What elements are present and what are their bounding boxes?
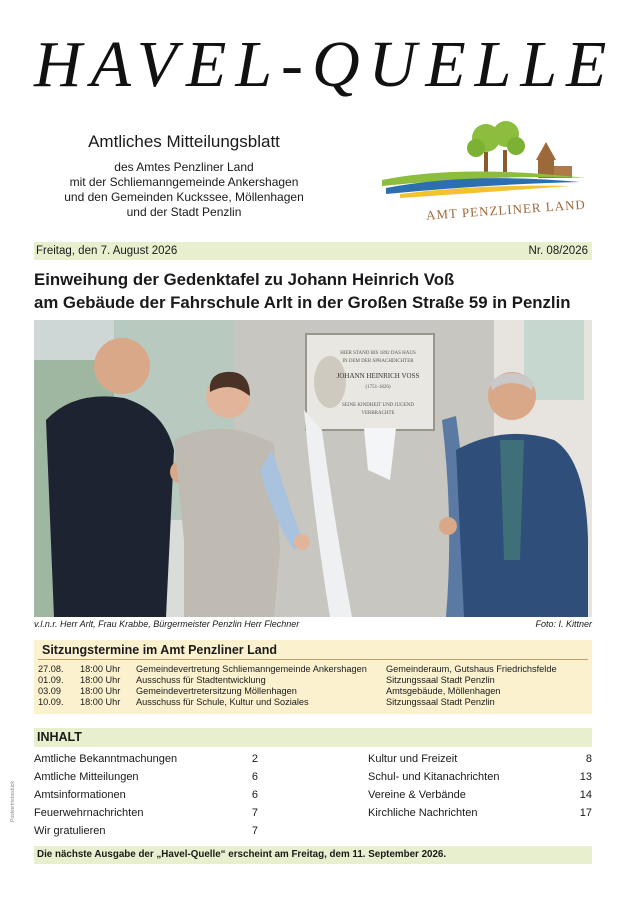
meeting-date: 01.09. xyxy=(38,675,64,685)
meeting-time: 18:00 Uhr xyxy=(80,675,121,685)
contents-label: Schul- und Kitanachrichten xyxy=(368,771,500,783)
contents-label: Feuerwehrnachrichten xyxy=(34,807,144,819)
issue-number: Nr. 08/2026 xyxy=(528,245,588,257)
meeting-event: Gemeindevertretersitzung Möllenhagen xyxy=(136,686,297,696)
table-row xyxy=(38,664,557,675)
subtitle-line: und der Stadt Penzlin xyxy=(126,205,242,219)
meeting-place: Sitzungssaal Stadt Penzlin xyxy=(386,675,495,685)
contents-label: Kirchliche Nachrichten xyxy=(368,807,478,819)
contents-page: 7 xyxy=(251,807,258,819)
table-row xyxy=(38,686,557,697)
subtitle-line: und den Gemeinden Kuckssee, Möllenhagen xyxy=(64,190,304,204)
contents-entry[interactable] xyxy=(34,806,258,824)
contents-label: Amtliche Bekanntmachungen xyxy=(34,753,178,765)
plaque-text: HIER STAND BIS 1892 DAS HAUS xyxy=(340,351,416,356)
contents-page: 2 xyxy=(251,753,258,765)
plaque-text: (1751-1826) xyxy=(365,385,391,390)
meeting-event: Gemeindevertretung Schliemanngemeinde Ankershagen xyxy=(136,664,367,674)
contents-label: Vereine & Verbände xyxy=(368,789,466,801)
contents-page: 6 xyxy=(251,771,258,783)
meeting-schedule-title: Sitzungstermine im Amt Penzliner Land xyxy=(38,640,588,660)
table-row xyxy=(38,675,557,686)
plaque-text: VERBRACHTE xyxy=(361,411,395,416)
issue-bar xyxy=(34,242,592,260)
plaque-text: JOHANN HEINRICH VOSS xyxy=(336,372,420,380)
contents-page: 14 xyxy=(579,789,592,801)
meeting-place: Gemeinderaum, Gutshaus Friedrichsfelde xyxy=(386,664,557,674)
article-headline xyxy=(34,268,594,314)
meeting-time: 18:00 Uhr xyxy=(80,664,121,674)
masthead-title: HAVEL-QUELLE xyxy=(34,28,616,101)
masthead xyxy=(34,28,616,120)
meeting-schedule xyxy=(34,640,592,714)
contents-label: Kultur und Freizeit xyxy=(368,753,458,765)
meeting-event: Ausschuss für Stadtentwicklung xyxy=(136,675,266,685)
publication-subtitle xyxy=(44,132,324,220)
contents-entry[interactable] xyxy=(368,788,592,806)
meeting-date: 27.08. xyxy=(38,664,64,674)
table-row xyxy=(38,697,557,708)
contents-page: 17 xyxy=(579,807,592,819)
contents-list-right xyxy=(368,752,592,824)
contents-entry[interactable] xyxy=(34,824,258,842)
contents-page: 7 xyxy=(251,825,258,837)
plaque-text: SEINE KINDHEIT UND JUGEND xyxy=(342,403,414,408)
subtitle-main: Amtliches Mitteilungsblatt xyxy=(88,132,280,151)
photo-credit: Foto: I. Kittner xyxy=(535,619,592,629)
subtitle-line: des Amtes Penzliner Land xyxy=(114,160,254,174)
contents-label: Amtsinformationen xyxy=(34,789,126,801)
contents-page: 8 xyxy=(585,753,592,765)
postal-note: Postvertriebsstück xyxy=(10,781,16,822)
contents-entry[interactable] xyxy=(368,770,592,788)
amt-penzliner-land-logo xyxy=(380,112,592,222)
next-issue-note: Die nächste Ausgabe der „Havel-Quelle“ erscheint am Freitag, dem 11. September 2026. xyxy=(34,846,592,864)
issue-date: Freitag, den 7. August 2026 xyxy=(36,245,178,257)
meeting-table xyxy=(38,664,557,708)
meeting-event: Ausschuss für Schule, Kultur und Soziales xyxy=(136,697,309,707)
photo-caption-row xyxy=(34,619,592,629)
contents-list-left xyxy=(34,752,258,842)
contents-entry[interactable] xyxy=(34,770,258,788)
contents-entry[interactable] xyxy=(34,752,258,770)
contents-header: INHALT xyxy=(34,728,592,747)
contents-page: 6 xyxy=(251,789,258,801)
plaque-text: IN DEM DER SPRACHDICHTER xyxy=(342,359,414,364)
contents-page: 13 xyxy=(579,771,592,783)
meeting-date: 10.09. xyxy=(38,697,64,707)
meeting-time: 18:00 Uhr xyxy=(80,686,121,696)
meeting-time: 18:00 Uhr xyxy=(80,697,121,707)
meeting-place: Sitzungssaal Stadt Penzlin xyxy=(386,697,495,707)
subtitle-line: mit der Schliemanngemeinde Ankershagen xyxy=(69,175,299,189)
contents-label: Wir gratulieren xyxy=(34,825,106,837)
meeting-date: 03.09 xyxy=(38,686,61,696)
contents-label: Amtliche Mitteilungen xyxy=(34,771,139,783)
article-photo xyxy=(34,320,592,617)
headline-line: am Gebäude der Fahrschule Arlt in der Großen Straße 59 in Penzlin xyxy=(34,293,571,312)
contents-entry[interactable] xyxy=(368,806,592,824)
logo-text: AMT PENZLINER LAND xyxy=(425,196,587,222)
headline-line: Einweihung der Gedenktafel zu Johann Heinrich Voß xyxy=(34,270,455,289)
meeting-place: Amtsgebäude, Möllenhagen xyxy=(386,686,501,696)
photo-caption: v.l.n.r. Herr Arlt, Frau Krabbe, Bürgermeister Penzlin Herr Flechner xyxy=(34,619,300,629)
contents-entry[interactable] xyxy=(368,752,592,770)
contents-entry[interactable] xyxy=(34,788,258,806)
